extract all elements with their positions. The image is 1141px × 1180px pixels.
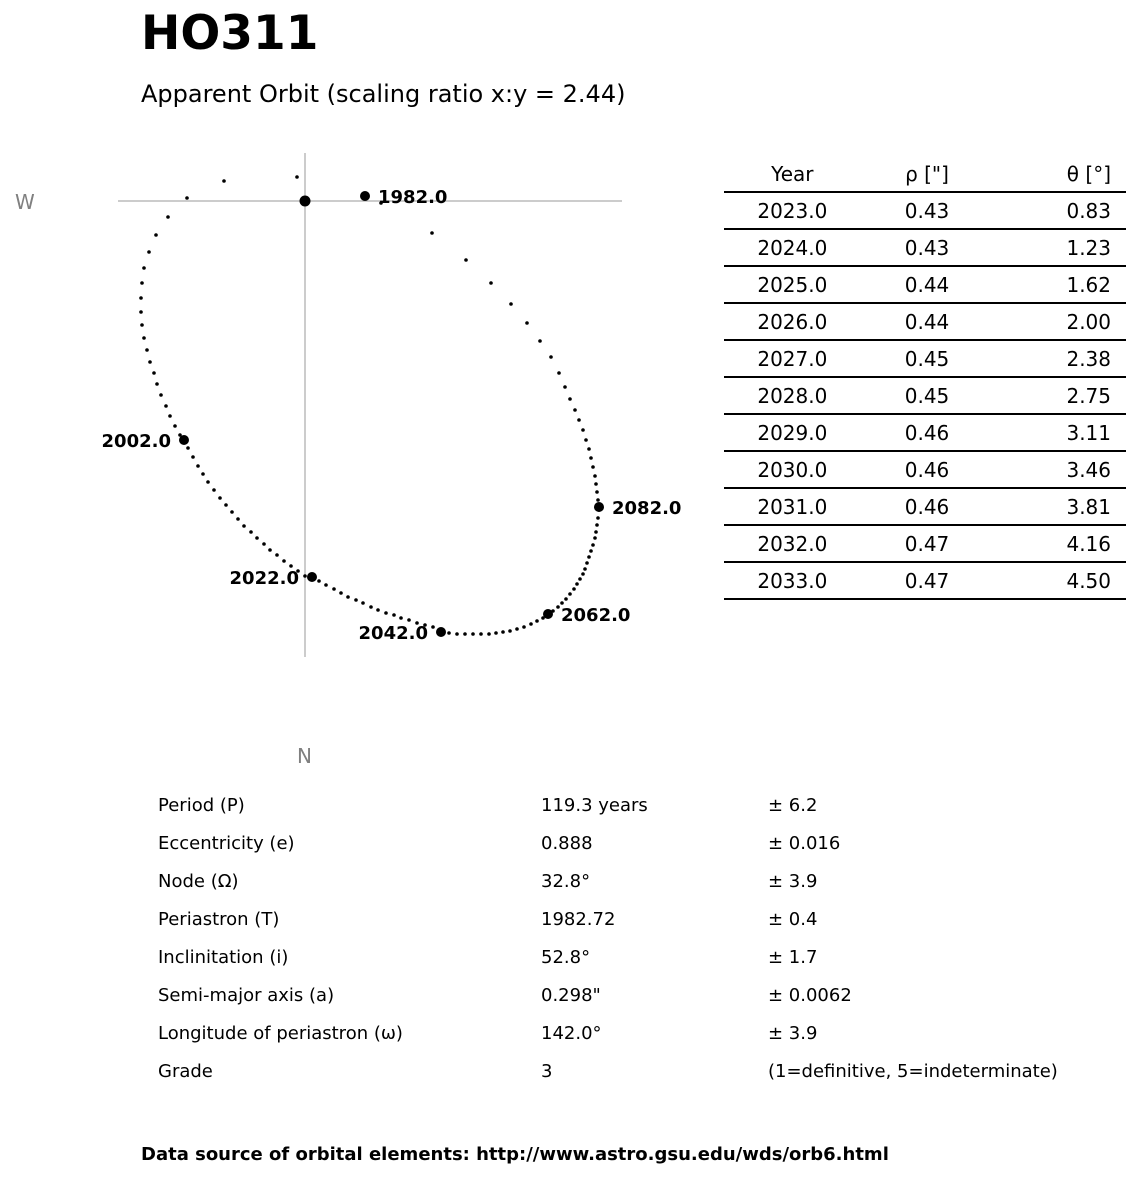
orbit-dot xyxy=(148,360,152,364)
orbit-dot xyxy=(152,371,156,375)
orbit-dot xyxy=(206,480,210,484)
orbit-dot xyxy=(147,250,151,254)
epoch-label: 2042.0 xyxy=(358,623,428,644)
orbit-dot xyxy=(556,605,560,609)
orbit-dot xyxy=(471,632,475,636)
orbit-dot xyxy=(376,608,380,612)
rho-cell: 0.44 xyxy=(861,266,994,303)
orbit-dot xyxy=(224,503,228,507)
orbit-dot xyxy=(431,625,435,629)
theta-cell: 4.50 xyxy=(993,562,1126,599)
theta-cell: 2.00 xyxy=(993,303,1126,340)
table-row xyxy=(724,488,1126,525)
year-cell: 2023.0 xyxy=(724,192,861,229)
orbit-dot xyxy=(568,592,572,596)
element-name: Inclinitation (i) xyxy=(158,947,289,968)
orbit-dot xyxy=(464,258,468,262)
rho-cell: 0.47 xyxy=(861,562,994,599)
epoch-marker xyxy=(360,191,370,201)
epoch-label: 2002.0 xyxy=(101,431,171,452)
orbit-dot xyxy=(581,572,585,576)
orbit-dot xyxy=(369,605,373,609)
orbit-dot xyxy=(196,464,200,468)
rho-cell: 0.43 xyxy=(861,229,994,266)
epoch-label: 2062.0 xyxy=(561,605,631,626)
orbit-dot xyxy=(508,629,512,633)
orbit-dot xyxy=(593,474,597,478)
orbit-dot xyxy=(595,490,599,494)
orbit-dot xyxy=(212,488,216,492)
epoch-marker xyxy=(594,502,604,512)
epoch-label: 2022.0 xyxy=(229,568,299,589)
orbit-dot xyxy=(430,231,434,235)
table-row xyxy=(724,377,1126,414)
orbit-dot xyxy=(249,530,253,534)
orbit-dot xyxy=(230,510,234,514)
orbit-dot xyxy=(595,523,599,527)
orbital-element-row xyxy=(158,909,1118,947)
epoch-marker xyxy=(436,627,446,637)
orbit-dot xyxy=(575,582,579,586)
orbit-dot xyxy=(479,632,483,636)
orbital-element-row xyxy=(158,1061,1118,1099)
rho-cell: 0.43 xyxy=(861,192,994,229)
orbit-dot xyxy=(578,577,582,581)
orbit-dot xyxy=(186,446,190,450)
orbit-dot xyxy=(164,404,168,408)
orbit-dot xyxy=(538,339,542,343)
orbit-dot xyxy=(585,561,589,565)
orbit-dot xyxy=(140,281,144,285)
theta-cell: 1.62 xyxy=(993,266,1126,303)
col-header-theta: θ [°] xyxy=(993,156,1126,192)
orbit-dot xyxy=(591,543,595,547)
orbit-dot xyxy=(509,302,513,306)
orbit-dot xyxy=(455,632,459,636)
orbit-dot xyxy=(295,175,299,179)
element-value: 32.8° xyxy=(541,871,591,892)
orbital-element-row xyxy=(158,985,1118,1023)
orbit-dot xyxy=(275,553,279,557)
col-header-year: Year xyxy=(724,156,861,192)
ephemeris-table xyxy=(724,156,1126,600)
table-row xyxy=(724,266,1126,303)
orbit-dot xyxy=(166,215,170,219)
element-name: Longitude of periastron (ω) xyxy=(158,1023,403,1044)
orbit-dot xyxy=(407,618,411,622)
orbit-dot xyxy=(596,498,600,502)
table-row xyxy=(724,192,1126,229)
element-error: ± 0.0062 xyxy=(768,985,852,1006)
orbit-dot xyxy=(577,418,581,422)
chart-axes xyxy=(118,153,622,657)
data-source-footer: Data source of orbital elements: http://www.astro.gsu.edu/wds/orb6.html xyxy=(141,1144,889,1165)
orbit-dot xyxy=(317,579,321,583)
theta-cell: 2.38 xyxy=(993,340,1126,377)
element-value: 0.298" xyxy=(541,985,601,1006)
element-value: 142.0° xyxy=(541,1023,602,1044)
orbit-dot xyxy=(222,179,226,183)
orbit-dot xyxy=(346,595,350,599)
orbit-dot xyxy=(139,310,143,314)
rho-cell: 0.45 xyxy=(861,377,994,414)
primary-star-marker xyxy=(300,196,311,207)
west-label: W xyxy=(15,190,35,214)
orbit-dot xyxy=(587,447,591,451)
element-name: Grade xyxy=(158,1061,213,1082)
orbit-dot xyxy=(522,625,526,629)
theta-cell: 3.46 xyxy=(993,451,1126,488)
rho-cell: 0.47 xyxy=(861,525,994,562)
orbit-dot xyxy=(201,472,205,476)
element-name: Eccentricity (e) xyxy=(158,833,295,854)
orbital-element-row xyxy=(158,947,1118,985)
theta-cell: 0.83 xyxy=(993,192,1126,229)
orbit-dot xyxy=(218,496,222,500)
orbit-dot xyxy=(593,536,597,540)
orbit-dot xyxy=(140,323,144,327)
orbital-element-row xyxy=(158,871,1118,909)
orbit-dot xyxy=(142,266,146,270)
element-error: ± 0.4 xyxy=(768,909,818,930)
orbit-dot xyxy=(191,455,195,459)
year-cell: 2026.0 xyxy=(724,303,861,340)
table-row xyxy=(724,451,1126,488)
orbital-element-row xyxy=(158,1023,1118,1061)
orbit-chart xyxy=(0,140,720,700)
orbit-dot xyxy=(494,631,498,635)
theta-cell: 4.16 xyxy=(993,525,1126,562)
orbit-dot xyxy=(501,630,505,634)
orbit-dot xyxy=(392,613,396,617)
year-cell: 2025.0 xyxy=(724,266,861,303)
element-error: ± 1.7 xyxy=(768,947,818,968)
orbit-dot xyxy=(142,336,146,340)
year-cell: 2031.0 xyxy=(724,488,861,525)
orbit-dot xyxy=(589,549,593,553)
north-label: N xyxy=(297,744,312,768)
orbit-dot xyxy=(557,371,561,375)
orbit-path-dots xyxy=(139,175,601,636)
orbit-dot xyxy=(242,524,246,528)
table-row xyxy=(724,562,1126,599)
orbital-element-row xyxy=(158,833,1118,871)
orbit-dot xyxy=(145,348,149,352)
orbit-dot xyxy=(568,397,572,401)
element-error: ± 3.9 xyxy=(768,1023,818,1044)
theta-cell: 2.75 xyxy=(993,377,1126,414)
table-row xyxy=(724,414,1126,451)
page-title: HO311 xyxy=(141,6,319,61)
epoch-label: 2082.0 xyxy=(612,498,682,519)
epoch-marker xyxy=(543,609,553,619)
epoch-marker xyxy=(179,435,189,445)
year-cell: 2033.0 xyxy=(724,562,861,599)
page-subtitle: Apparent Orbit (scaling ratio x:y = 2.44) xyxy=(141,80,626,108)
orbit-dot xyxy=(339,591,343,595)
orbit-dot xyxy=(572,587,576,591)
orbit-dot xyxy=(535,619,539,623)
orbit-dot xyxy=(594,482,598,486)
rho-cell: 0.44 xyxy=(861,303,994,340)
orbit-dot xyxy=(487,632,491,636)
orbit-dot xyxy=(303,574,307,578)
orbit-dot xyxy=(549,355,553,359)
orbit-dot xyxy=(463,632,467,636)
year-cell: 2027.0 xyxy=(724,340,861,377)
orbit-dot xyxy=(399,616,403,620)
table-row xyxy=(724,525,1126,562)
year-cell: 2032.0 xyxy=(724,525,861,562)
orbital-element-row xyxy=(158,795,1118,833)
year-cell: 2029.0 xyxy=(724,414,861,451)
element-value: 1982.72 xyxy=(541,909,616,930)
orbit-dot xyxy=(168,414,172,418)
orbit-dot xyxy=(584,438,588,442)
orbit-dot xyxy=(262,542,266,546)
orbit-labels xyxy=(102,187,682,644)
orbit-dot xyxy=(332,587,336,591)
element-error: (1=definitive, 5=indeterminate) xyxy=(768,1061,1058,1082)
element-name: Semi-major axis (a) xyxy=(158,985,335,1006)
rho-cell: 0.46 xyxy=(861,414,994,451)
orbit-dot xyxy=(154,233,158,237)
orbit-dot xyxy=(268,548,272,552)
year-cell: 2030.0 xyxy=(724,451,861,488)
element-name: Node (Ω) xyxy=(158,871,239,892)
orbit-dot xyxy=(173,424,177,428)
orbit-dot xyxy=(529,622,533,626)
table-row xyxy=(724,340,1126,377)
orbit-dot xyxy=(155,382,159,386)
orbit-dot xyxy=(324,583,328,587)
orbit-dot xyxy=(563,385,567,389)
element-value: 0.888 xyxy=(541,833,593,854)
orbit-dot xyxy=(591,465,595,469)
theta-cell: 1.23 xyxy=(993,229,1126,266)
rho-cell: 0.45 xyxy=(861,340,994,377)
rho-cell: 0.46 xyxy=(861,451,994,488)
orbit-dot xyxy=(587,555,591,559)
element-value: 119.3 years xyxy=(541,795,648,816)
orbit-dot xyxy=(361,601,365,605)
col-header-rho: ρ ["] xyxy=(861,156,994,192)
orbit-dot xyxy=(489,281,493,285)
year-cell: 2024.0 xyxy=(724,229,861,266)
element-error: ± 6.2 xyxy=(768,795,818,816)
table-row xyxy=(724,229,1126,266)
orbit-dot xyxy=(282,559,286,563)
element-error: ± 3.9 xyxy=(768,871,818,892)
orbit-dot xyxy=(589,456,593,460)
orbit-dot xyxy=(583,567,587,571)
orbit-dot xyxy=(236,517,240,521)
orbit-dot xyxy=(159,393,163,397)
orbital-elements-list xyxy=(158,795,1118,1099)
orbit-dot xyxy=(573,408,577,412)
element-error: ± 0.016 xyxy=(768,833,841,854)
orbit-dot xyxy=(185,196,189,200)
orbit-dot xyxy=(525,321,529,325)
theta-cell: 3.81 xyxy=(993,488,1126,525)
epoch-marker xyxy=(307,572,317,582)
orbit-dot xyxy=(596,516,600,520)
element-name: Period (P) xyxy=(158,795,245,816)
table-row xyxy=(724,303,1126,340)
theta-cell: 3.11 xyxy=(993,414,1126,451)
orbit-dot xyxy=(594,530,598,534)
orbit-dot xyxy=(139,296,143,300)
orbit-dot xyxy=(515,627,519,631)
element-name: Periastron (T) xyxy=(158,909,280,930)
element-value: 52.8° xyxy=(541,947,591,968)
orbit-dot xyxy=(255,536,259,540)
orbit-dot xyxy=(564,597,568,601)
epoch-label: 1982.0 xyxy=(378,187,448,208)
rho-cell: 0.46 xyxy=(861,488,994,525)
orbit-dot xyxy=(384,611,388,615)
element-value: 3 xyxy=(541,1061,553,1082)
orbit-dot xyxy=(354,598,358,602)
orbit-dot xyxy=(581,428,585,432)
orbit-dot xyxy=(447,631,451,635)
year-cell: 2028.0 xyxy=(724,377,861,414)
ephemeris-rows xyxy=(724,192,1126,599)
